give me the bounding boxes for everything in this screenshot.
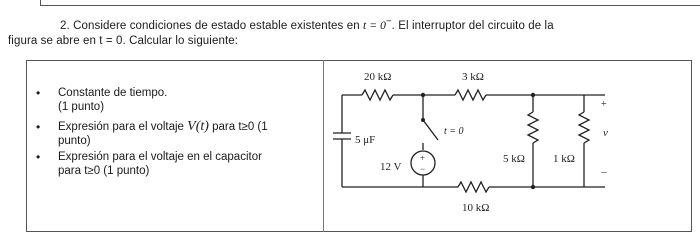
label-switch: t = 0 (444, 126, 464, 137)
list-item: • Constante de tiempo. (1 punto) (36, 86, 168, 113)
resistor-5k (528, 112, 538, 143)
node-dot (531, 185, 535, 189)
source-minus: − (420, 164, 426, 174)
question-line-2: figura se abre en t = 0. Calcular lo siguiente: (8, 34, 239, 47)
resistor-3k (455, 90, 486, 100)
label-r5: 10 kΩ (462, 202, 490, 214)
bullet: • (36, 86, 41, 100)
label-r1: 20 kΩ (364, 71, 392, 83)
node-dot (421, 118, 425, 122)
terminal-v: v (603, 127, 608, 139)
switch-blade (423, 120, 438, 140)
label-r2: 3 kΩ (462, 71, 484, 83)
label-r3: 5 kΩ (503, 153, 525, 165)
terminal-plus: + (601, 99, 607, 110)
bullet: • (36, 120, 41, 134)
label-source: 12 V (380, 161, 402, 173)
node-dot (421, 93, 425, 97)
node-dot (531, 93, 535, 97)
resistor-1k (579, 112, 589, 143)
vt-function: V(t) (187, 119, 209, 134)
resistor-10k (458, 182, 489, 192)
list-item: • Expresión para el voltaje V(t) para t≥0 (1 punto) (36, 119, 268, 147)
terminal-minus: − (601, 167, 608, 179)
resistor-20k (362, 90, 393, 100)
label-cap: 5 μF (355, 134, 376, 146)
question-line-1: 2. Considere condiciones de estado estable existentes en t = 0−. El interruptor del circuito de la (60, 16, 554, 32)
source-plus: + (420, 153, 426, 163)
question-number: 2. (60, 19, 70, 32)
list-item: • Expresión para el voltaje en el capacitor para t≥0 (1 punto) (36, 150, 262, 177)
bullet: • (36, 150, 41, 164)
label-r4: 1 kΩ (553, 153, 575, 165)
